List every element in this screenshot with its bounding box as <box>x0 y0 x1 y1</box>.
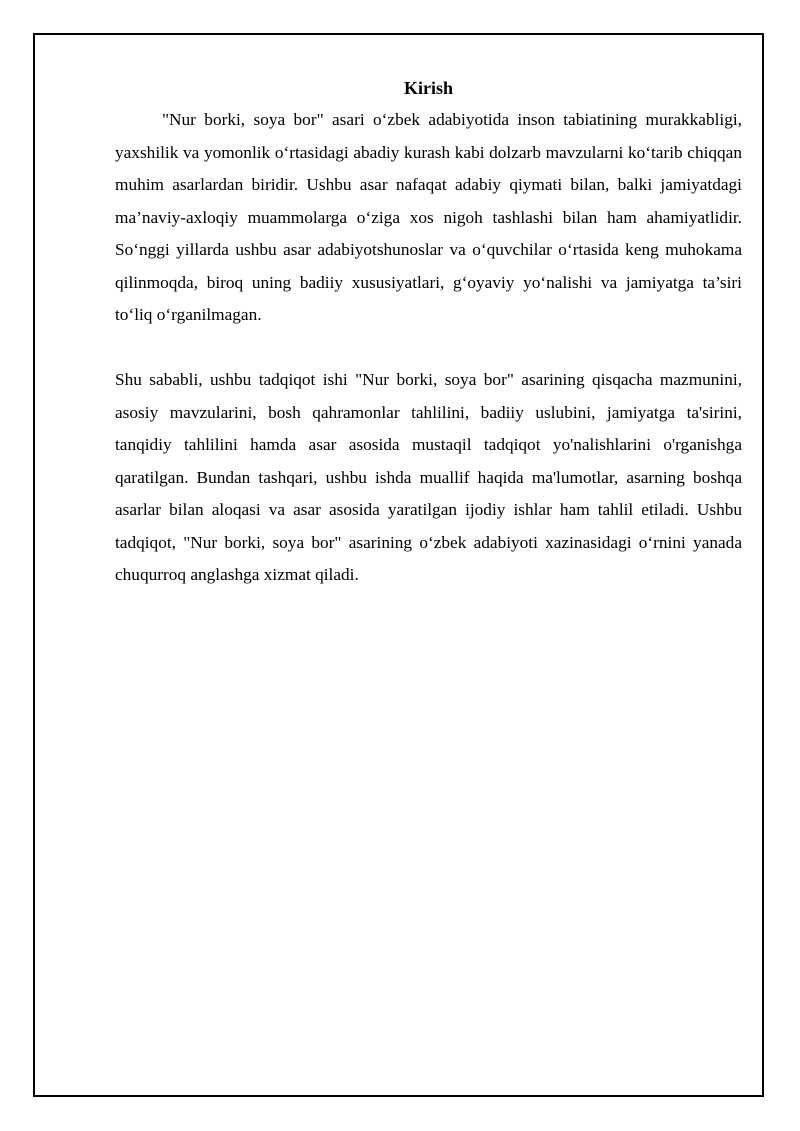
paragraph-purpose: Shu sababli, ushbu tadqiqot ishi "Nur borki, soya bor" asarining qisqacha mazmunini, asosiy mavzularini, bosh qahramonlar tahlilini, badiiy uslubini, jamiyatga ta'sirini, tanqidiy tahlilini hamda asar asosida mustaqil tadqiqot yo'nalishlarini o'rganishga qaratilgan. Bundan tashqari, ushbu ishda muallif haqida ma'lumotlar, asarning boshqa asarlar bilan aloqasi va asar asosida yaratilgan ijodiy ishlar ham tahlil etiladi. Ushbu tadqiqot, "Nur borki, soya bor" asarining o‘zbek adabiyoti xazinasidagi o‘rnini yanada chuqurroq anglashga xizmat qiladi. <box>115 370 742 584</box>
paragraph-gap <box>115 332 742 365</box>
paragraph-intro: "Nur borki, soya bor" asari o‘zbek adabiyotida inson tabiatining murakkabligi, yaxshilik va yomonlik o‘rtasidagi abadiy kurash kabi dolzarb mavzularni ko‘tarib chiqqan muhim asarlardan biridir. Ushbu asar nafaqat adabiy qiymati bilan, balki jamiyatdagi ma’naviy-axloqiy muammolarga o‘ziga xos nigoh tashlashi bilan ham ahamiyatlidir. So‘nggi yillarda ushbu asar adabiyotshunoslar va o‘quvchilar o‘rtasida keng muhokama qilinmoqda, biroq uning badiiy xususiyatlari, g‘oyaviy yo‘nalishi va jamiyatga ta’siri to‘liq o‘rganilmagan. <box>115 110 742 324</box>
document-body <box>115 72 742 592</box>
page-title: Kirish <box>403 78 453 98</box>
